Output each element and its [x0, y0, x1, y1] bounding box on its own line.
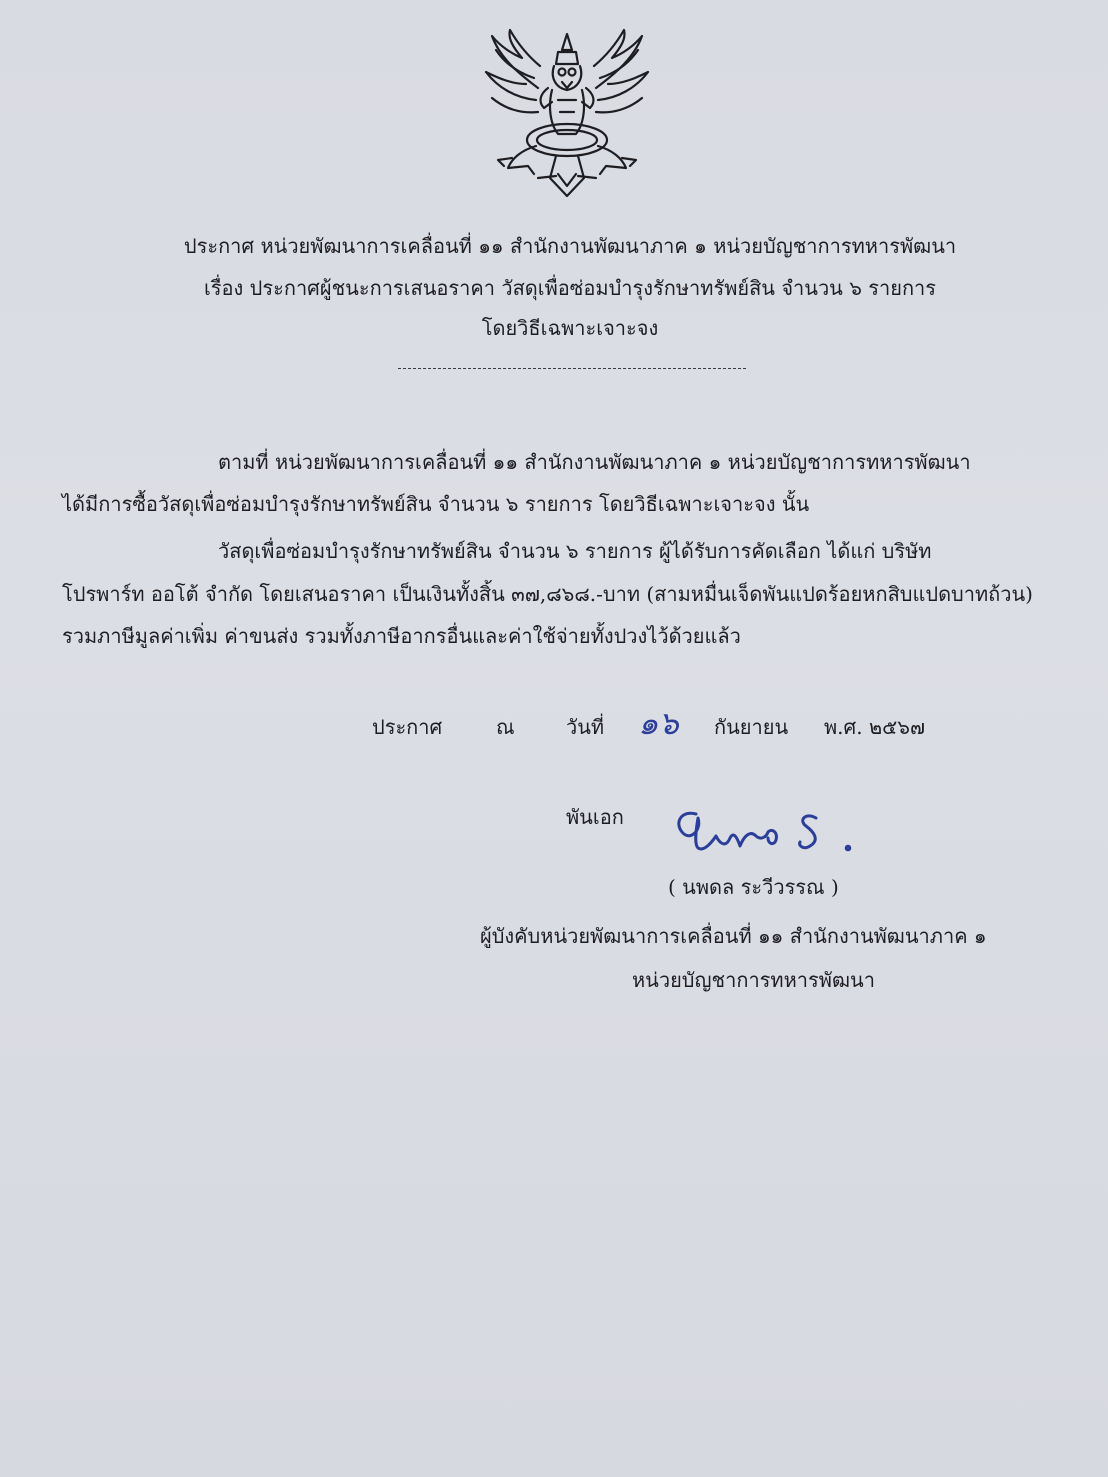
paragraph-2-line-3: รวมภาษีมูลค่าเพิ่ม ค่าขนส่ง รวมทั้งภาษีอากรอื่นและค่าใช้จ่ายทั้งปวงไว้ด้วยแล้ว [62, 624, 741, 648]
title-line-2: เรื่อง ประกาศผู้ชนะการเสนอราคา วัสดุเพื่อซ่อมบำรุงรักษาทรัพย์สิน จำนวน ๖ รายการ [203, 276, 937, 300]
signature-text: นพดล ร. [668, 800, 672, 801]
title-line-3: โดยวิธีเฉพาะเจาะจง [481, 316, 659, 340]
paragraph-1-line-2: ได้มีการซื้อวัสดุเพื่อซ่อมบำรุงรักษาทรัพย์สิน จำนวน ๖ รายการ โดยวิธีเฉพาะเจาะจง นั้น [62, 492, 810, 516]
signer-position-line-1: ผู้บังคับหน่วยพัฒนาการเคลื่อนที่ ๑๑ สำนักงานพัฒนาภาค ๑ [480, 924, 987, 948]
signer-position-line-2: หน่วยบัญชาการทหารพัฒนา [632, 968, 875, 992]
date-month: กันยายน [714, 715, 789, 739]
title-line-1: ประกาศ หน่วยพัฒนาการเคลื่อนที่ ๑๑ สำนักงานพัฒนาภาค ๑ หน่วยบัญชาการทหารพัฒนา [183, 234, 957, 258]
date-announce-label: ประกาศ [372, 715, 443, 739]
date-year: พ.ศ. ๒๕๖๗ [824, 715, 926, 739]
date-day-handwritten: ๑๖ [638, 704, 679, 742]
title-divider [398, 368, 746, 369]
paragraph-2-line-2: โปรพาร์ท ออโต้ จำกัด โดยเสนอราคา เป็นเงินทั้งสิ้น ๓๗,๘๖๘.-บาท (สามหมื่นเจ็ดพันแปดร้อยหกสิบแปดบาทถ้วน) [62, 582, 1033, 606]
signer-rank: พันเอก [566, 805, 624, 829]
garuda-emblem-icon [478, 28, 656, 200]
date-at-label: ณ [496, 715, 515, 739]
date-day-label: วันที่ [566, 715, 605, 739]
handwritten-signature [668, 800, 868, 862]
paragraph-1-line-1: ตามที่ หน่วยพัฒนาการเคลื่อนที่ ๑๑ สำนักงานพัฒนาภาค ๑ หน่วยบัญชาการทหารพัฒนา [218, 450, 971, 474]
paragraph-2-line-1: วัสดุเพื่อซ่อมบำรุงรักษาทรัพย์สิน จำนวน ๖ รายการ ผู้ได้รับการคัดเลือก ได้แก่ บริษัท [218, 539, 932, 563]
signer-name: ( นพดล ระวีวรรณ ) [668, 875, 839, 899]
